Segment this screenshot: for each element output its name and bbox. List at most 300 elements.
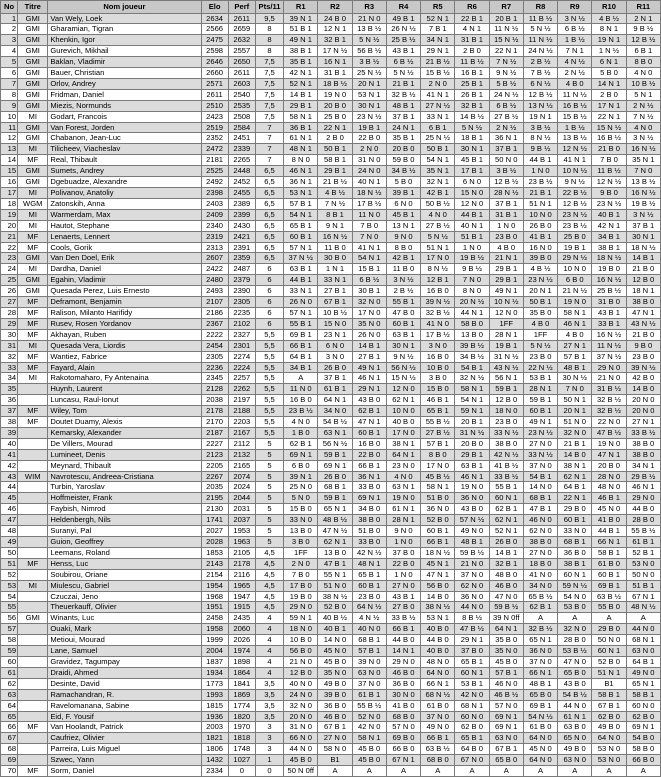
round-5-cell: 32 N 1: [421, 177, 455, 188]
points-cell: 3: [255, 722, 283, 733]
round-5-cell: 33 N 1: [421, 111, 455, 122]
round-8-cell: 23 B 0: [523, 351, 557, 362]
round-3-cell: 54 N 1: [352, 253, 386, 264]
rank-cell: 15: [1, 166, 18, 177]
round-11-cell: 3 N ½: [626, 133, 660, 144]
round-5-cell: 27 B ½: [421, 427, 455, 438]
perf-cell: 2257: [228, 373, 255, 384]
perf-cell: 1974: [228, 646, 255, 657]
player-name-cell: Szwec, Yann: [48, 755, 201, 766]
column-header-r1: R1: [284, 1, 318, 14]
round-10-cell: 9 B 0: [592, 188, 626, 199]
title-cell: [18, 624, 48, 635]
table-row: [1, 362, 661, 373]
rank-cell: 43: [1, 471, 18, 482]
round-4-cell: 19 N 0: [386, 493, 420, 504]
round-5-cell: 52 B 0: [421, 515, 455, 526]
rank-cell: 65: [1, 711, 18, 722]
round-5-cell: 17 B ½: [421, 329, 455, 340]
round-9-cell: 51 N 0: [558, 417, 592, 428]
round-8-cell: 13 N ½: [523, 100, 557, 111]
points-cell: 6: [255, 318, 283, 329]
table-row: [1, 744, 661, 755]
round-11-cell: 50 N 0: [626, 569, 660, 580]
round-9-cell: 44 N 0: [558, 700, 592, 711]
rank-cell: 9: [1, 100, 18, 111]
points-cell: 5: [255, 504, 283, 515]
round-8-cell: 48 B 1: [523, 678, 557, 689]
title-cell: GMI: [18, 286, 48, 297]
table-row: [1, 602, 661, 613]
round-11-cell: 47 N 1: [626, 307, 660, 318]
perf-cell: 2435: [228, 613, 255, 624]
points-cell: 6,5: [255, 209, 283, 220]
table-row: [1, 755, 661, 766]
round-8-cell: 8 N ½: [523, 133, 557, 144]
table-row: [1, 591, 661, 602]
title-cell: MI: [18, 188, 48, 199]
round-6-cell: 58 B 0: [455, 318, 489, 329]
points-cell: 1: [255, 755, 283, 766]
round-7-cell: A: [489, 766, 523, 777]
round-4-cell: 46 B 0: [386, 667, 420, 678]
elo-cell: 1993: [201, 689, 228, 700]
round-10-cell: 31 B 0: [592, 297, 626, 308]
points-cell: 5: [255, 515, 283, 526]
round-9-cell: 53 B ½: [558, 646, 592, 657]
round-11-cell: 3 N ½: [626, 209, 660, 220]
elo-cell: 2422: [201, 264, 228, 275]
title-cell: [18, 504, 48, 515]
round-1-cell: 19 B 0: [284, 591, 318, 602]
round-2-cell: 39 B 0: [318, 689, 352, 700]
title-cell: MI: [18, 264, 48, 275]
round-3-cell: 22 B 0: [352, 449, 386, 460]
round-4-cell: 5 N ½: [386, 68, 420, 79]
round-11-cell: 18 N 1: [626, 286, 660, 297]
round-8-cell: 54 B 1: [523, 471, 557, 482]
round-11-cell: 28 B 0: [626, 515, 660, 526]
round-6-cell: 51 B 1: [455, 231, 489, 242]
round-9-cell: 53 B 0: [558, 602, 592, 613]
round-6-cell: 25 B 1: [455, 78, 489, 89]
round-3-cell: 5 N ½: [352, 35, 386, 46]
title-cell: [18, 547, 48, 558]
perf-cell: 1947: [228, 591, 255, 602]
table-row: [1, 264, 661, 275]
round-5-cell: 57 B 1: [421, 438, 455, 449]
perf-cell: 1869: [228, 689, 255, 700]
round-9-cell: 21 N ½: [558, 286, 592, 297]
elo-cell: 1954: [201, 580, 228, 591]
points-cell: 4: [255, 667, 283, 678]
round-9-cell: 7 N 0: [558, 384, 592, 395]
round-8-cell: 36 N 0: [523, 646, 557, 657]
round-11-cell: A: [626, 613, 660, 624]
rank-cell: 61: [1, 667, 18, 678]
round-4-cell: 10 N 0: [386, 406, 420, 417]
rank-cell: 33: [1, 362, 18, 373]
points-cell: 9,5: [255, 13, 283, 24]
elo-cell: 1821: [201, 733, 228, 744]
perf-cell: 2024: [228, 482, 255, 493]
title-cell: GMI: [18, 613, 48, 624]
table-row: [1, 526, 661, 537]
rank-cell: 26: [1, 286, 18, 297]
round-9-cell: 50 N 1: [558, 395, 592, 406]
table-row: [1, 275, 661, 286]
round-5-cell: 38 N ½: [421, 602, 455, 613]
round-1-cell: 46 N 1: [284, 166, 318, 177]
round-8-cell: 64 N 0: [523, 733, 557, 744]
rank-cell: 27: [1, 297, 18, 308]
round-6-cell: 19 N 0: [455, 482, 489, 493]
round-6-cell: 65 B 1: [455, 733, 489, 744]
round-8-cell: 27 N 0: [523, 547, 557, 558]
round-2-cell: 40 B 1: [318, 624, 352, 635]
round-11-cell: 34 N 1: [626, 460, 660, 471]
round-11-cell: 10 B ½: [626, 78, 660, 89]
round-5-cell: 40 B 0: [421, 624, 455, 635]
player-name-cell: Winants, Luc: [48, 613, 201, 624]
player-name-cell: Van Wely, Loek: [48, 13, 201, 24]
round-2-cell: 6 N 0: [318, 340, 352, 351]
round-9-cell: 2 N ½: [558, 68, 592, 79]
round-9-cell: 47 N 0: [558, 656, 592, 667]
perf-cell: 2262: [228, 384, 255, 395]
round-1-cell: 15 B 0: [284, 504, 318, 515]
round-4-cell: 27 B 0: [386, 602, 420, 613]
rank-cell: 49: [1, 537, 18, 548]
round-11-cell: 16 N ½: [626, 144, 660, 155]
points-cell: 7: [255, 155, 283, 166]
points-cell: 7,5: [255, 100, 283, 111]
round-8-cell: 28 N 1: [523, 384, 557, 395]
round-6-cell: 20 B 1: [455, 417, 489, 428]
round-11-cell: 42 B 0: [626, 373, 660, 384]
round-1-cell: 38 B 1: [284, 46, 318, 57]
player-name-cell: Kemarsky, Alexander: [48, 427, 201, 438]
perf-cell: 1898: [228, 656, 255, 667]
round-2-cell: 1 N 1: [318, 264, 352, 275]
title-cell: [18, 427, 48, 438]
elo-cell: 1741: [201, 515, 228, 526]
round-6-cell: 57 N ½: [455, 515, 489, 526]
perf-cell: 2611: [228, 13, 255, 24]
points-cell: 7,5: [255, 68, 283, 79]
points-cell: 7,5: [255, 57, 283, 68]
round-3-cell: 17 N 0: [352, 307, 386, 318]
round-4-cell: 69 B 0: [386, 733, 420, 744]
points-cell: 8: [255, 35, 283, 46]
round-2-cell: 47 N ½: [318, 526, 352, 537]
round-4-cell: 44 B 0: [386, 635, 420, 646]
table-row: [1, 547, 661, 558]
round-7-cell: 57 B 1: [489, 667, 523, 678]
round-3-cell: 6 B ½: [352, 275, 386, 286]
round-5-cell: 50 B 1: [421, 144, 455, 155]
table-row: [1, 689, 661, 700]
round-8-cell: 12 B ½: [523, 89, 557, 100]
rank-cell: 47: [1, 515, 18, 526]
round-7-cell: 46 N 0: [489, 678, 523, 689]
table-row: [1, 449, 661, 460]
round-8-cell: 22 N ½: [523, 362, 557, 373]
round-7-cell: 55 B 1: [489, 482, 523, 493]
round-9-cell: 6 B 0: [558, 275, 592, 286]
round-2-cell: 54 B ½: [318, 417, 352, 428]
perf-cell: 2508: [228, 111, 255, 122]
round-9-cell: A: [558, 766, 592, 777]
round-7-cell: 10 N ½: [489, 297, 523, 308]
round-7-cell: 57 N 0: [489, 700, 523, 711]
player-name-cell: Orlov, Andrey: [48, 78, 201, 89]
round-10-cell: 6 N 1: [592, 57, 626, 68]
player-name-cell: Rakotomaharo, Fy Antenaina: [48, 373, 201, 384]
round-4-cell: 42 B 1: [386, 253, 420, 264]
round-10-cell: 63 B ½: [592, 591, 626, 602]
perf-cell: 2197: [228, 395, 255, 406]
player-name-cell: Polivanov, Anatoliy: [48, 188, 201, 199]
round-8-cell: 39 B 0: [523, 253, 557, 264]
round-8-cell: A: [523, 766, 557, 777]
round-8-cell: 6 N ½: [523, 78, 557, 89]
round-11-cell: 62 B 0: [626, 711, 660, 722]
round-1-cell: 44 B 1: [284, 275, 318, 286]
round-8-cell: 19 N 1: [523, 111, 557, 122]
points-cell: 3,5: [255, 678, 283, 689]
round-8-cell: 65 N 1: [523, 635, 557, 646]
points-cell: 5: [255, 471, 283, 482]
round-6-cell: 20 B 0: [455, 438, 489, 449]
round-7-cell: 20 B 1: [489, 13, 523, 24]
elo-cell: 2423: [201, 111, 228, 122]
round-9-cell: 63 B 0: [558, 722, 592, 733]
player-name-cell: De Villers, Mourad: [48, 438, 201, 449]
round-1-cell: 33 N 0: [284, 515, 318, 526]
round-11-cell: 46 N 1: [626, 482, 660, 493]
round-2-cell: 26 B 0: [318, 362, 352, 373]
round-5-cell: 2 N 0: [421, 78, 455, 89]
round-1-cell: 66 B 1: [284, 340, 318, 351]
round-11-cell: 38 B 0: [626, 449, 660, 460]
round-4-cell: 26 N ½: [386, 24, 420, 35]
round-2-cell: 47 B 1: [318, 558, 352, 569]
round-6-cell: 60 N 1: [455, 667, 489, 678]
rank-cell: 12: [1, 133, 18, 144]
rank-cell: 11: [1, 122, 18, 133]
rank-cell: 31: [1, 340, 18, 351]
round-11-cell: 6 B 1: [626, 46, 660, 57]
table-row: [1, 537, 661, 548]
round-5-cell: 5 N ½: [421, 231, 455, 242]
round-7-cell: 2 N ½: [489, 122, 523, 133]
title-cell: [18, 755, 48, 766]
round-7-cell: 31 B 1: [489, 209, 523, 220]
player-name-cell: Guion, Geoffrey: [48, 537, 201, 548]
round-5-cell: A: [421, 766, 455, 777]
player-name-cell: Sorm, Daniel: [48, 766, 201, 777]
round-10-cell: 21 N 0: [592, 373, 626, 384]
round-5-cell: 39 N ½: [421, 297, 455, 308]
table-row: [1, 471, 661, 482]
rank-cell: 6: [1, 68, 18, 79]
round-10-cell: 19 N 1: [592, 35, 626, 46]
round-5-cell: 40 B 0: [421, 646, 455, 657]
perf-cell: 2074: [228, 471, 255, 482]
round-4-cell: 32 B ½: [386, 89, 420, 100]
round-7-cell: 36 N 1: [489, 133, 523, 144]
points-cell: 3: [255, 733, 283, 744]
table-row: [1, 35, 661, 46]
round-2-cell: 58 B 1: [318, 155, 352, 166]
round-8-cell: 11 B ½: [523, 13, 557, 24]
round-11-cell: 29 N 0: [626, 493, 660, 504]
rank-cell: 45: [1, 493, 18, 504]
elo-cell: 2130: [201, 504, 228, 515]
round-10-cell: 7 B 0: [592, 155, 626, 166]
round-9-cell: 62 N 1: [558, 471, 592, 482]
round-6-cell: 64 B 0: [455, 744, 489, 755]
title-cell: GMI: [18, 253, 48, 264]
round-2-cell: 59 B 1: [318, 449, 352, 460]
round-5-cell: 8 N ½: [421, 264, 455, 275]
round-8-cell: 37 N 0: [523, 460, 557, 471]
round-1-cell: 12 B 0: [284, 667, 318, 678]
round-3-cell: 27 B 1: [352, 351, 386, 362]
table-row: [1, 24, 661, 35]
round-9-cell: 9 N ½: [558, 177, 592, 188]
round-10-cell: 66 N 1: [592, 537, 626, 548]
points-cell: 6: [255, 297, 283, 308]
points-cell: 5,5: [255, 362, 283, 373]
column-header-no: No: [1, 1, 18, 14]
round-1-cell: 1 B 0: [284, 427, 318, 438]
table-row: [1, 89, 661, 100]
round-3-cell: 55 B ½: [352, 700, 386, 711]
player-name-cell: Leemans, Roland: [48, 547, 201, 558]
round-8-cell: 65 B 0: [523, 689, 557, 700]
round-8-cell: 59 B 1: [523, 395, 557, 406]
rank-cell: 10: [1, 111, 18, 122]
round-3-cell: 16 B 0: [352, 438, 386, 449]
table-row: [1, 122, 661, 133]
round-3-cell: 30 N 1: [352, 100, 386, 111]
points-cell: 5: [255, 526, 283, 537]
title-cell: MI: [18, 340, 48, 351]
round-3-cell: 58 N 1: [352, 733, 386, 744]
round-8-cell: 69 B 1: [523, 700, 557, 711]
round-11-cell: 12 B ½: [626, 35, 660, 46]
perf-cell: 2327: [228, 329, 255, 340]
player-name-cell: Wiley, Tom: [48, 406, 201, 417]
round-4-cell: 59 B 0: [386, 155, 420, 166]
title-cell: [18, 700, 48, 711]
perf-cell: 2031: [228, 504, 255, 515]
round-5-cell: 35 N 1: [421, 166, 455, 177]
title-cell: GMI: [18, 24, 48, 35]
title-cell: [18, 515, 48, 526]
perf-cell: 1970: [228, 722, 255, 733]
rank-cell: 57: [1, 624, 18, 635]
round-1-cell: 57 N 1: [284, 242, 318, 253]
perf-cell: 2060: [228, 624, 255, 635]
round-4-cell: 34 B ½: [386, 166, 420, 177]
player-name-cell: Metioui, Mourad: [48, 635, 201, 646]
table-row: [1, 57, 661, 68]
round-6-cell: 62 B 0: [455, 722, 489, 733]
points-cell: 6,5: [255, 253, 283, 264]
round-2-cell: 23 N 1: [318, 329, 352, 340]
perf-cell: 2451: [228, 133, 255, 144]
title-cell: MF: [18, 417, 48, 428]
round-11-cell: 30 N 1: [626, 231, 660, 242]
title-cell: MI: [18, 111, 48, 122]
round-2-cell: 48 B ½: [318, 515, 352, 526]
player-name-cell: Quesada Perez, Luis Ernesto: [48, 286, 201, 297]
player-name-cell: Hoffmeister, Frank: [48, 493, 201, 504]
title-cell: MI: [18, 144, 48, 155]
round-9-cell: 1 B ½: [558, 35, 592, 46]
round-11-cell: 2 N ½: [626, 100, 660, 111]
rank-cell: 41: [1, 449, 18, 460]
table-row: [1, 78, 661, 89]
player-name-cell: Suranyi, Pal: [48, 526, 201, 537]
round-9-cell: 29 N ½: [558, 253, 592, 264]
round-10-cell: 47 N 1: [592, 449, 626, 460]
round-6-cell: 44 N 0: [455, 602, 489, 613]
table-row: [1, 46, 661, 57]
round-7-cell: 23 B 0: [489, 231, 523, 242]
round-5-cell: 3 B 0: [421, 373, 455, 384]
round-8-cell: 54 N ½: [523, 711, 557, 722]
perf-cell: 1953: [228, 526, 255, 537]
round-2-cell: 4 B ½: [318, 188, 352, 199]
table-row: [1, 678, 661, 689]
round-2-cell: 11 B 0: [318, 242, 352, 253]
round-5-cell: 18 N ½: [421, 547, 455, 558]
round-8-cell: A: [523, 613, 557, 624]
round-1-cell: 20 N 0: [284, 711, 318, 722]
elo-cell: 2403: [201, 198, 228, 209]
round-7-cell: 33 B ½: [489, 471, 523, 482]
round-7-cell: 28 N ½: [489, 188, 523, 199]
round-11-cell: 9 B ½: [626, 24, 660, 35]
column-header-pts: Pts/11: [255, 1, 283, 14]
perf-cell: 2448: [228, 166, 255, 177]
round-6-cell: 12 N 0: [455, 198, 489, 209]
round-10-cell: 4 B ½: [592, 13, 626, 24]
table-row: [1, 329, 661, 340]
round-2-cell: 16 N 1: [318, 57, 352, 68]
player-name-cell: Fayard, Alain: [48, 362, 201, 373]
round-1-cell: 25 N 0: [284, 482, 318, 493]
points-cell: 3,5: [255, 689, 283, 700]
elo-cell: 2143: [201, 558, 228, 569]
round-10-cell: 18 N ½: [592, 253, 626, 264]
column-header-r7: R7: [489, 1, 523, 14]
round-2-cell: B1: [318, 755, 352, 766]
round-6-cell: 60 N 0: [455, 711, 489, 722]
round-11-cell: 4 N 0: [626, 122, 660, 133]
round-3-cell: 42 N 0: [352, 722, 386, 733]
round-2-cell: 8 B 1: [318, 209, 352, 220]
points-cell: 7: [255, 122, 283, 133]
elo-cell: 2267: [201, 471, 228, 482]
player-name-cell: Draidi, Ahmed: [48, 667, 201, 678]
round-7-cell: 18 N 0: [489, 406, 523, 417]
title-cell: MI: [18, 373, 48, 384]
